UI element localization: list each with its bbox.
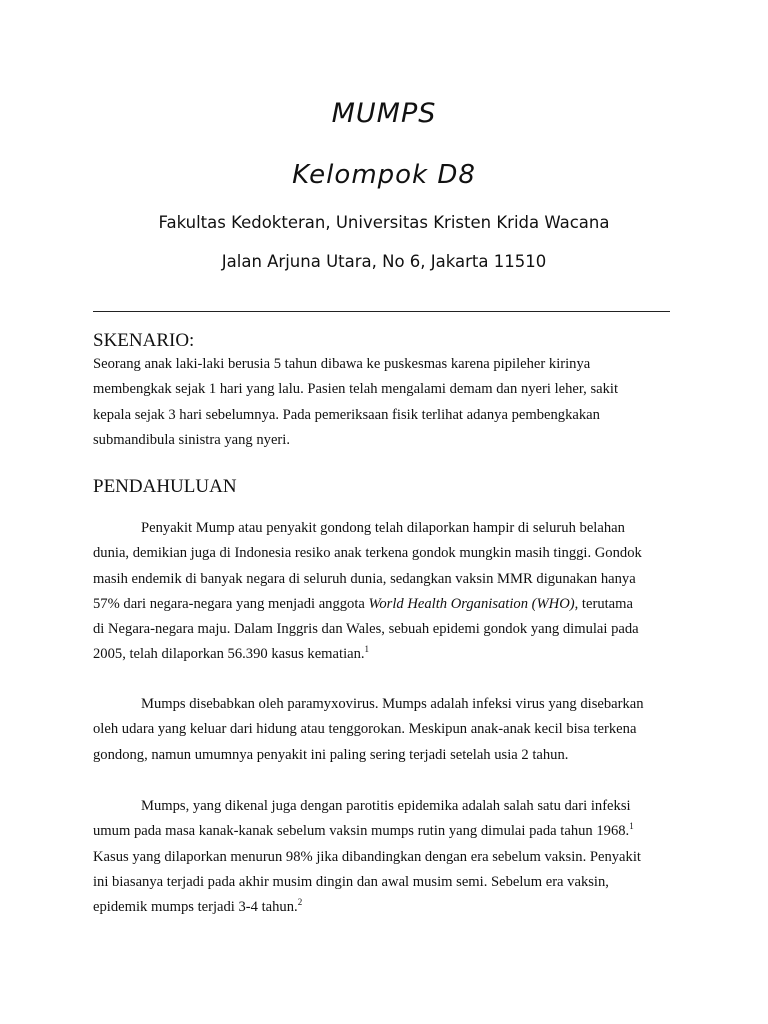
paragraph-line: Mumps disebabkan oleh paramyxovirus. Mumps adalah infeksi virus yang disebarkan [141,696,644,712]
skenario-line: membengkak sejak 1 hari yang lalu. Pasien telah mengalami demam dan nyeri leher, sakit [93,381,619,398]
address-line: Jalan Arjuna Utara, No 6, Jakarta 11510 [221,252,547,271]
paragraph-line: dunia, demikian juga di Indonesia resiko anak terkena gondok mungkin masih tinggi. Gondok [93,545,642,562]
group-name: Kelompok D8 [292,160,476,190]
paragraph-line: di Negara-negara maju. Dalam Inggris dan Wales, sebuah epidemi gondok yang dimulai pada [93,621,639,638]
paragraph-text: umum pada masa kanak-kanak sebelum vaksin mumps rutin yang dimulai pada tahun 1968. [93,823,630,840]
paragraph-text: 57% dari negara-negara yang menjadi anggota [93,595,369,612]
paragraph-line: masih endemik di banyak negara di seluruh dunia, sedangkan vaksin MMR digunakan hanya [93,570,636,587]
paragraph-line: gondong, namun umumnya penyakit ini paling sering terjadi setelah usia 2 tahun. [93,746,569,763]
document-title: MUMPS [331,98,437,129]
paragraph-line [93,642,683,667]
faculty-line: Fakultas Kedokteran, Universitas Kristen Krida Wacana [158,213,610,232]
paragraph-line [93,592,683,617]
paragraph-line: ini biasanya terjadi pada akhir musim dingin dan awal musim semi. Sebelum era vaksin, [93,873,609,890]
skenario-line: Seorang anak laki-laki berusia 5 tahun dibawa ke puskesmas karena pipileher kirinya [93,356,591,372]
skenario-paragraph [93,352,683,453]
paragraph-text: 2005, telah dilaporkan 56.390 kasus kematian. [93,646,365,663]
paragraph-text: epidemik mumps terjadi 3-4 tahun. [93,899,298,916]
paragraph-line [93,819,683,844]
citation-superscript: 2 [297,897,303,908]
paragraph-1 [93,516,683,668]
skenario-line: submandibula sinistra yang nyeri. [93,431,290,448]
who-italic-text: World Health Organisation (WHO) [368,595,575,612]
paragraph-line: Penyakit Mump atau penyakit gondong telah dilaporkan hampir di seluruh belahan [141,520,625,536]
paragraph-text: , terutama [574,595,633,612]
skenario-heading: SKENARIO: [93,330,195,351]
pendahuluan-heading: PENDAHULUAN [93,476,237,497]
paragraph-line [93,895,683,920]
paragraph-3 [93,794,683,920]
citation-superscript: 1 [629,821,634,832]
paragraph-2 [93,692,683,768]
paragraph-line: oleh udara yang keluar dari hidung atau tenggorokan. Meskipun anak-anak kecil bisa terkena [93,721,637,738]
paragraph-line: Kasus yang dilaporkan menurun 98% jika dibandingkan dengan era sebelum vaksin. Penyakit [93,848,641,865]
paragraph-line: Mumps, yang dikenal juga dengan parotitis epidemika adalah salah satu dari infeksi [141,798,631,814]
citation-superscript: 1 [364,644,370,655]
skenario-line: kepala sejak 3 hari sebelumnya. Pada pemeriksaan fisik terlihat adanya pembengkakan [93,406,600,423]
header-divider [93,311,670,312]
